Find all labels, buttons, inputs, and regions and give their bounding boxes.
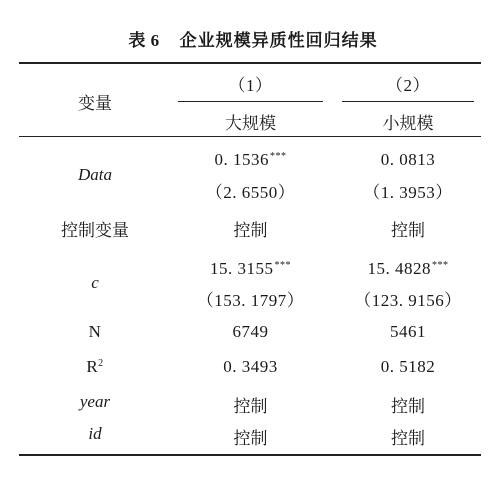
- row-label-year: year: [79, 392, 111, 411]
- year-col1: 控制: [233, 397, 268, 417]
- c-col2-coef: [342, 259, 474, 279]
- header-col2-index: （2）: [386, 76, 430, 95]
- header-col1-name: 大规模: [225, 114, 276, 134]
- c-col1-tstat: （153. 1797）: [196, 291, 305, 310]
- table-caption: 企业规模异质性回归结果: [179, 31, 378, 51]
- significance-stars: ***: [270, 151, 287, 162]
- c-col1-coef: [178, 259, 323, 279]
- header-variable: 变量: [78, 94, 112, 114]
- controls-col1: 控制: [233, 221, 268, 241]
- significance-stars: ***: [274, 260, 291, 271]
- column-2-subrule: [342, 101, 474, 102]
- table-number: 表 6: [128, 31, 160, 50]
- significance-stars: ***: [432, 260, 449, 271]
- row-label-data: Data: [78, 165, 112, 184]
- data-col1-tstat: （2. 6550）: [205, 183, 296, 202]
- header-col2-name: 小规模: [382, 114, 434, 134]
- row-label-controls: 控制变量: [61, 221, 129, 241]
- row-label-constant: c: [91, 273, 99, 292]
- r2-col1: 0. 3493: [223, 357, 278, 376]
- top-rule: [19, 62, 481, 64]
- id-col2: 控制: [391, 429, 425, 449]
- controls-col2: 控制: [391, 221, 425, 241]
- r2-col2: 0. 5182: [380, 357, 436, 376]
- id-col1: 控制: [233, 429, 268, 449]
- r-squared-exponent: 2: [98, 358, 104, 369]
- year-col2: 控制: [391, 397, 425, 417]
- coef-value: 15. 4828: [367, 259, 431, 278]
- coef-value: 15. 3155: [210, 259, 274, 278]
- r-squared-base: R: [86, 357, 99, 376]
- data-col2-tstat: （1. 3953）: [363, 183, 453, 202]
- row-label-id: id: [88, 424, 102, 443]
- data-col1-coef: [178, 150, 323, 170]
- data-col2-coef: 0. 0813: [380, 150, 436, 169]
- n-col2: 5461: [390, 322, 426, 341]
- n-col1: 6749: [232, 322, 269, 341]
- row-label-r-squared: [19, 357, 171, 377]
- header-col1-index: （1）: [228, 76, 273, 95]
- bottom-rule: [19, 454, 481, 456]
- column-1-subrule: [178, 101, 323, 102]
- table-title: [0, 26, 500, 51]
- header-rule: [19, 136, 481, 137]
- coef-value: 0. 1536: [214, 150, 269, 169]
- row-label-n: N: [88, 322, 102, 341]
- c-col2-tstat: （123. 9156）: [354, 291, 462, 310]
